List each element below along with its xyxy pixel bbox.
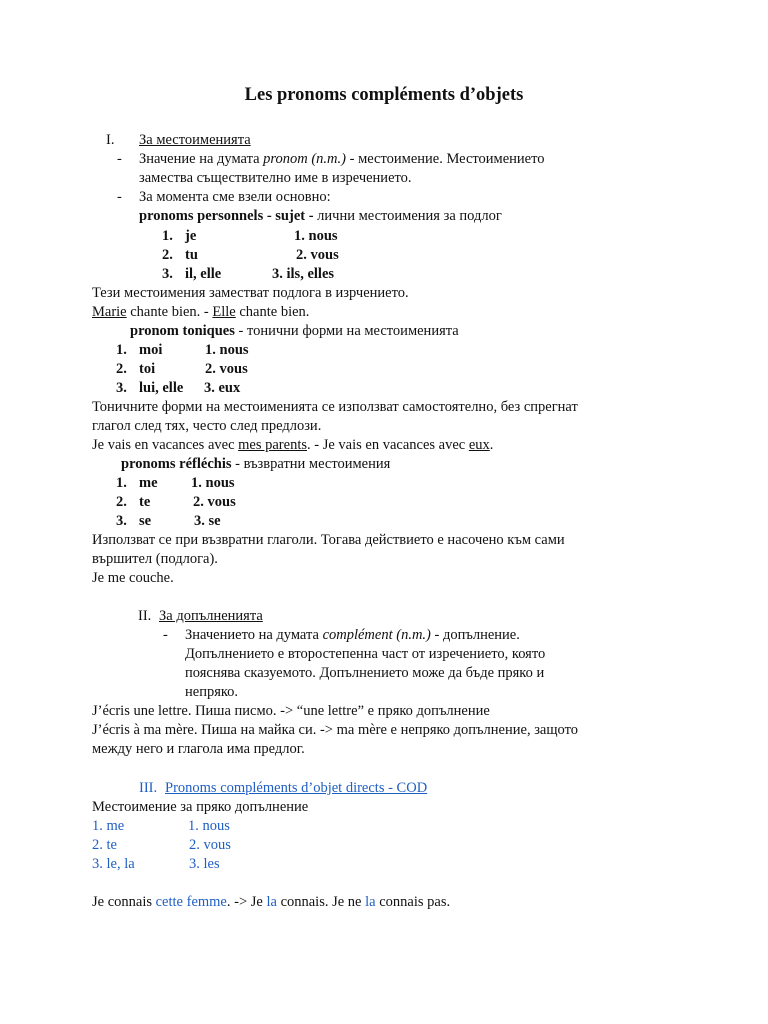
section-2-numeral: II. (138, 608, 152, 624)
section-2-heading: За допълненията (159, 608, 263, 624)
list-item-plural: 3. se (194, 513, 221, 529)
term-italic: complément (n.m.) (322, 627, 431, 643)
text: Значение на думата (139, 151, 264, 167)
list-item-plural: 2. vous (193, 494, 236, 510)
pronoms-reflechis-heading (121, 455, 390, 474)
section-2-bullet-1 (185, 626, 520, 645)
section-2-bullet-1-line-2: Допълнението е второстепенна част от изречението, която (185, 646, 546, 662)
list-item-plural: 2. vous (296, 247, 339, 263)
highlight: la (365, 894, 376, 910)
heading-rest: - възвратни местоимения (231, 456, 391, 472)
cod-item-plural: 1. nous (188, 818, 230, 834)
text: - допълнение. (430, 627, 520, 643)
section-3-numeral: III. (139, 780, 158, 796)
list-item-plural: 1. nous (205, 342, 249, 358)
list-item-plural: 2. vous (205, 361, 248, 377)
list-number: 3. (162, 266, 173, 282)
list-item-singular: me (139, 475, 158, 491)
heading-bold: pronoms personnels - sujet - (139, 208, 314, 224)
text: . -> Je (226, 894, 267, 910)
paragraph: Тези местоимения заместват подлога в изрчението. (92, 285, 409, 301)
text: . - Je vais en vacances avec (307, 437, 469, 453)
example-sentence: J’écris à ma mère. Пиша на майка си. -> ma mère е непряко допълнение, защото (92, 722, 578, 738)
paragraph-line: Използват се при възвратни глаголи. Тогава действието е насочено към сами (92, 532, 565, 548)
bullet-dash: - (117, 189, 122, 205)
list-number: 2. (116, 361, 127, 377)
list-number: 3. (116, 513, 127, 529)
section-2-bullet-1-line-4: непряко. (185, 684, 239, 700)
underlined: Marie (92, 304, 127, 320)
list-item-singular: je (185, 228, 197, 244)
underlined: eux (468, 437, 490, 453)
list-item-singular: lui, elle (139, 380, 184, 396)
list-item-singular: se (139, 513, 152, 529)
text: Je vais en vacances avec (92, 437, 239, 453)
section-2-bullet-1-line-3: пояснява сказуемото. Допълнението може да бъде пряко и (185, 665, 545, 681)
list-item-plural: 3. eux (204, 380, 241, 396)
list-item-singular: tu (185, 247, 198, 263)
text: chante bien. (235, 304, 310, 320)
section-3-subtitle: Местоимение за пряко допълнение (92, 799, 309, 815)
list-number: 3. (116, 380, 127, 396)
underlined: mes parents (238, 437, 307, 453)
text: Je connais (92, 894, 156, 910)
paragraph-line: вършител (подлога). (92, 551, 218, 567)
heading-rest: лични местоимения за подлог (313, 208, 502, 224)
paragraph-line: Тоничните форми на местоименията се използват самостоятелно, без спрегнат (92, 399, 578, 415)
text: connais pas. (375, 894, 451, 910)
list-number: 2. (162, 247, 173, 263)
section-1-numeral: I. (106, 132, 115, 148)
list-number: 2. (116, 494, 127, 510)
list-item-plural: 1. nous (294, 228, 338, 244)
list-item-singular: toi (139, 361, 156, 377)
example-sentence: J’écris une lettre. Пиша писмо. -> “une lettre” е пряко допълнение (92, 703, 490, 719)
highlight: la (266, 894, 277, 910)
bullet-dash: - (163, 627, 168, 643)
list-number: 1. (116, 475, 127, 491)
text: Значението на думата (185, 627, 323, 643)
underlined: Elle (212, 304, 236, 320)
pronom-toniques-heading (130, 322, 459, 341)
heading-bold: pronoms réfléchis (121, 456, 232, 472)
list-number: 1. (162, 228, 173, 244)
example-sentence: Je me couche. (92, 570, 174, 586)
section-1-bullet-2: За момента сме взели основно: (139, 189, 331, 205)
cod-item-plural: 3. les (189, 856, 220, 872)
heading-rest: - тонични форми на местоименията (234, 323, 459, 339)
section-1-bullet-1-line-2: замества съществително име в изречението. (139, 170, 412, 186)
text: . (489, 437, 494, 453)
cod-item-singular: 3. le, la (92, 856, 135, 872)
text: - местоимение. Местоимението (346, 151, 545, 167)
text: connais. Je ne (276, 894, 366, 910)
highlight: cette femme (155, 894, 227, 910)
list-item-singular: il, elle (185, 266, 222, 282)
example-sentence (92, 303, 309, 322)
paragraph-line: глагол след тях, често след предлози. (92, 418, 322, 434)
bullet-dash: - (117, 151, 122, 167)
text: chante bien. - (126, 304, 213, 320)
list-item-singular: te (139, 494, 151, 510)
section-1-heading: За местоименията (139, 132, 251, 148)
example-sentence (92, 893, 450, 912)
list-item-plural: 3. ils, elles (272, 266, 335, 282)
term-italic: pronom (n.m.) (263, 151, 346, 167)
pronoms-personnels-heading (139, 207, 502, 226)
page-title: Les pronoms compléments d’objets (244, 85, 524, 105)
example-sentence (92, 436, 493, 455)
section-1-bullet-1 (139, 150, 545, 169)
heading-bold: pronom toniques (130, 323, 235, 339)
list-item-singular: moi (139, 342, 163, 358)
section-3-heading: Pronoms compléments d’objet directs - COD (165, 780, 428, 796)
cod-item-singular: 2. te (92, 837, 117, 853)
example-sentence-line-2: между него и глагола има предлог. (92, 741, 305, 757)
cod-item-singular: 1. me (92, 818, 125, 834)
cod-item-plural: 2. vous (189, 837, 231, 853)
list-number: 1. (116, 342, 127, 358)
list-item-plural: 1. nous (191, 475, 235, 491)
